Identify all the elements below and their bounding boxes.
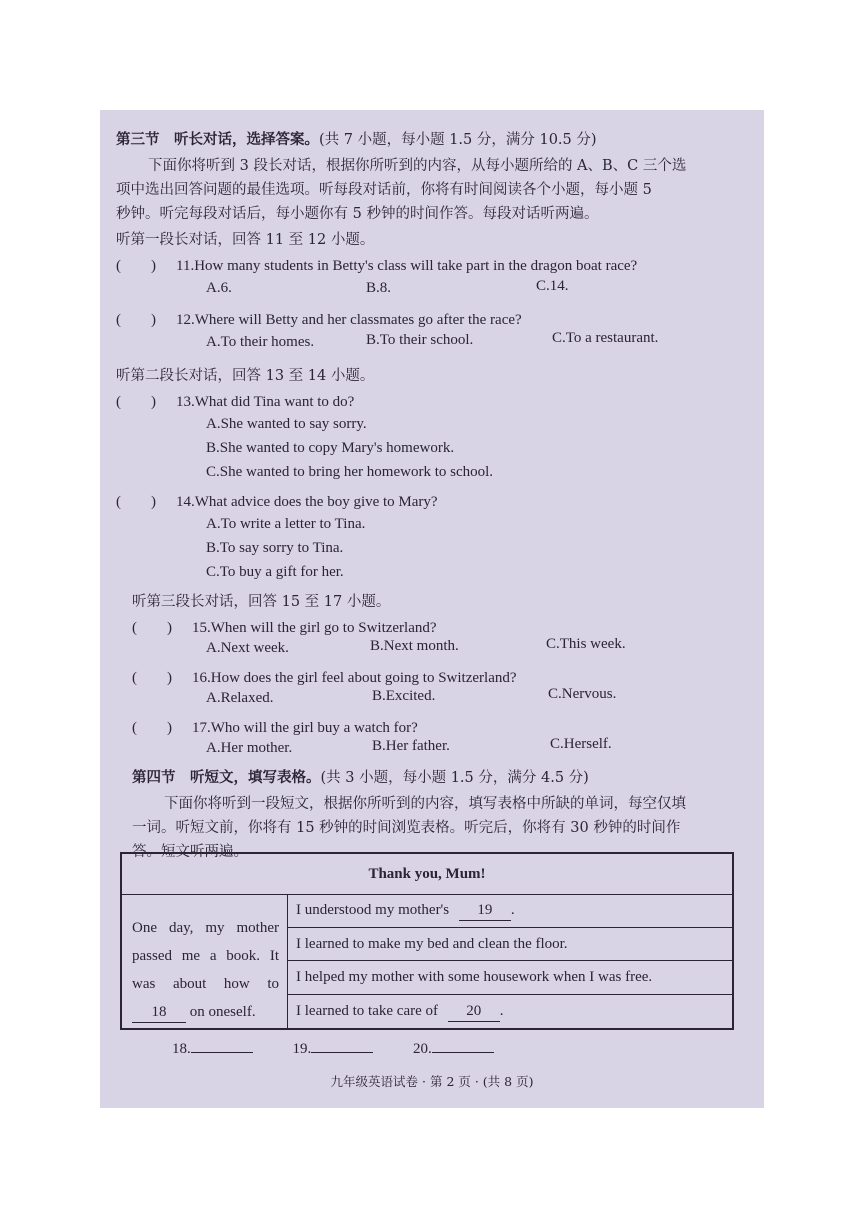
answer-paren[interactable]: ( ) xyxy=(132,620,172,636)
option-c: C.Nervous. xyxy=(548,686,617,702)
option-c: C.14. xyxy=(536,278,569,294)
question-14 xyxy=(116,490,438,511)
option-a: A.She wanted to say sorry. xyxy=(206,416,367,432)
option-b: B.To their school. xyxy=(366,332,474,348)
answer-label-19: 19. xyxy=(292,1041,312,1057)
answer-paren[interactable]: ( ) xyxy=(116,312,156,328)
section4-instruction-2: 一词。听短文前，你将有 15 秒钟的时间浏览表格。听完后，你将有 30 秒钟的时间作 xyxy=(132,820,681,836)
question-16 xyxy=(132,666,517,687)
section4-instruction-1: 下面你将听到一段短文，根据你所听到的内容，填写表格中所缺的单词，每空仅填 xyxy=(164,796,686,812)
option-b: B.To say sorry to Tina. xyxy=(206,540,344,556)
page-footer: 九年级英语试卷 · 第 2 页 · (共 8 页) xyxy=(330,1074,534,1089)
table-row: I helped my mother with some housework when I was free. xyxy=(288,961,732,995)
row-text: I learned to take care of xyxy=(296,1002,438,1019)
table-row: I learned to make my bed and clean the floor. xyxy=(288,928,732,962)
question-text: 12.Where will Betty and her classmates go after the race? xyxy=(176,312,522,328)
dialog1-intro: 听第一段长对话，回答 11 至 12 小题。 xyxy=(116,232,375,248)
option-b: B.Her father. xyxy=(372,738,450,754)
question-text: 16.How does the girl feel about going to Switzerland? xyxy=(192,670,517,686)
left-cell-text-end: on oneself. xyxy=(189,1004,256,1020)
question-11 xyxy=(116,254,637,275)
question-17 xyxy=(132,716,418,737)
row-text-end: . xyxy=(499,1002,504,1019)
dialog2-intro: 听第二段长对话，回答 13 至 14 小题。 xyxy=(116,368,375,384)
question-13 xyxy=(116,390,354,411)
answer-label-20: 20. xyxy=(413,1041,432,1057)
question-text: 13.What did Tina want to do? xyxy=(176,394,355,410)
section3-scoring: (共 7 小题，每小题 1.5 分，满分 10.5 分) xyxy=(319,132,597,148)
option-b: B.She wanted to copy Mary's homework. xyxy=(206,440,455,456)
question-text: 14.What advice does the boy give to Mary? xyxy=(176,494,438,510)
blank-18[interactable]: 18 xyxy=(132,1002,186,1023)
table-row xyxy=(288,894,732,928)
section3-heading-line xyxy=(116,128,597,149)
answer-line-19[interactable] xyxy=(311,1038,373,1053)
section4-instruction-3: 答。短文听两遍。 xyxy=(132,844,248,860)
dialog3-intro: 听第三段长对话，回答 15 至 17 小题。 xyxy=(132,594,391,610)
option-c: C.To a restaurant. xyxy=(552,330,659,346)
option-a: A.6. xyxy=(206,280,232,296)
table-row xyxy=(288,995,732,1029)
answer-line-20[interactable] xyxy=(432,1038,494,1053)
answer-paren[interactable]: ( ) xyxy=(132,670,172,686)
section3-instruction-2: 项中选出回答问题的最佳选项。听每段对话前，你将有时间阅读各个小题，每小题 5 xyxy=(116,182,652,198)
question-text: 17.Who will the girl buy a watch for? xyxy=(192,720,418,736)
option-b: B.8. xyxy=(366,280,392,296)
section4-heading: 第四节 听短文，填写表格。 xyxy=(132,769,321,786)
exam-page xyxy=(100,110,764,1108)
section3-instruction-3: 秒钟。听完每段对话后，每小题你有 5 秒钟的时间作答。每段对话听两遍。 xyxy=(116,206,599,222)
table-left-cell xyxy=(122,894,288,1028)
option-c: C.This week. xyxy=(546,636,626,652)
option-b: B.Excited. xyxy=(372,688,436,704)
answer-paren[interactable]: ( ) xyxy=(116,494,156,510)
answer-line-18[interactable] xyxy=(191,1038,253,1053)
row-text: I understood my mother's xyxy=(296,902,450,918)
answer-paren[interactable]: ( ) xyxy=(132,720,172,736)
row-text-end: . xyxy=(510,902,515,918)
option-b: B.Next month. xyxy=(370,638,459,654)
listening-table xyxy=(120,852,734,1030)
option-a: A.Relaxed. xyxy=(206,690,274,706)
answer-paren[interactable]: ( ) xyxy=(116,258,156,274)
section4-heading-line xyxy=(132,766,589,787)
option-c: C.To buy a gift for her. xyxy=(206,564,344,580)
option-a: A.Next week. xyxy=(206,640,289,656)
question-12 xyxy=(116,308,522,329)
blank-19[interactable]: 19 xyxy=(459,900,511,921)
option-c: C.Herself. xyxy=(550,736,612,752)
table-title: Thank you, Mum! xyxy=(122,854,732,895)
answer-label-18: 18. xyxy=(172,1041,191,1057)
left-cell-text: One day, my mother passed me a book. It was about how to xyxy=(132,920,279,992)
section4-scoring: (共 3 小题，每小题 1.5 分，满分 4.5 分) xyxy=(320,770,589,786)
blank-20[interactable]: 20 xyxy=(448,1001,500,1022)
option-a: A.To write a letter to Tina. xyxy=(206,516,366,532)
option-a: A.To their homes. xyxy=(206,334,315,350)
answer-lines xyxy=(172,1038,530,1058)
answer-paren[interactable]: ( ) xyxy=(116,394,156,410)
question-text: 15.When will the girl go to Switzerland? xyxy=(192,620,437,636)
section3-heading: 第三节 听长对话，选择答案。 xyxy=(116,131,319,148)
section3-instruction-1: 下面你将听到 3 段长对话，根据你所听到的内容，从每小题所给的 A、B、C 三个选 xyxy=(148,158,687,174)
option-c: C.She wanted to bring her homework to school. xyxy=(206,464,494,480)
question-15 xyxy=(132,616,437,637)
question-text: 11.How many students in Betty's class will take part in the dragon boat race? xyxy=(176,258,638,274)
option-a: A.Her mother. xyxy=(206,740,293,756)
